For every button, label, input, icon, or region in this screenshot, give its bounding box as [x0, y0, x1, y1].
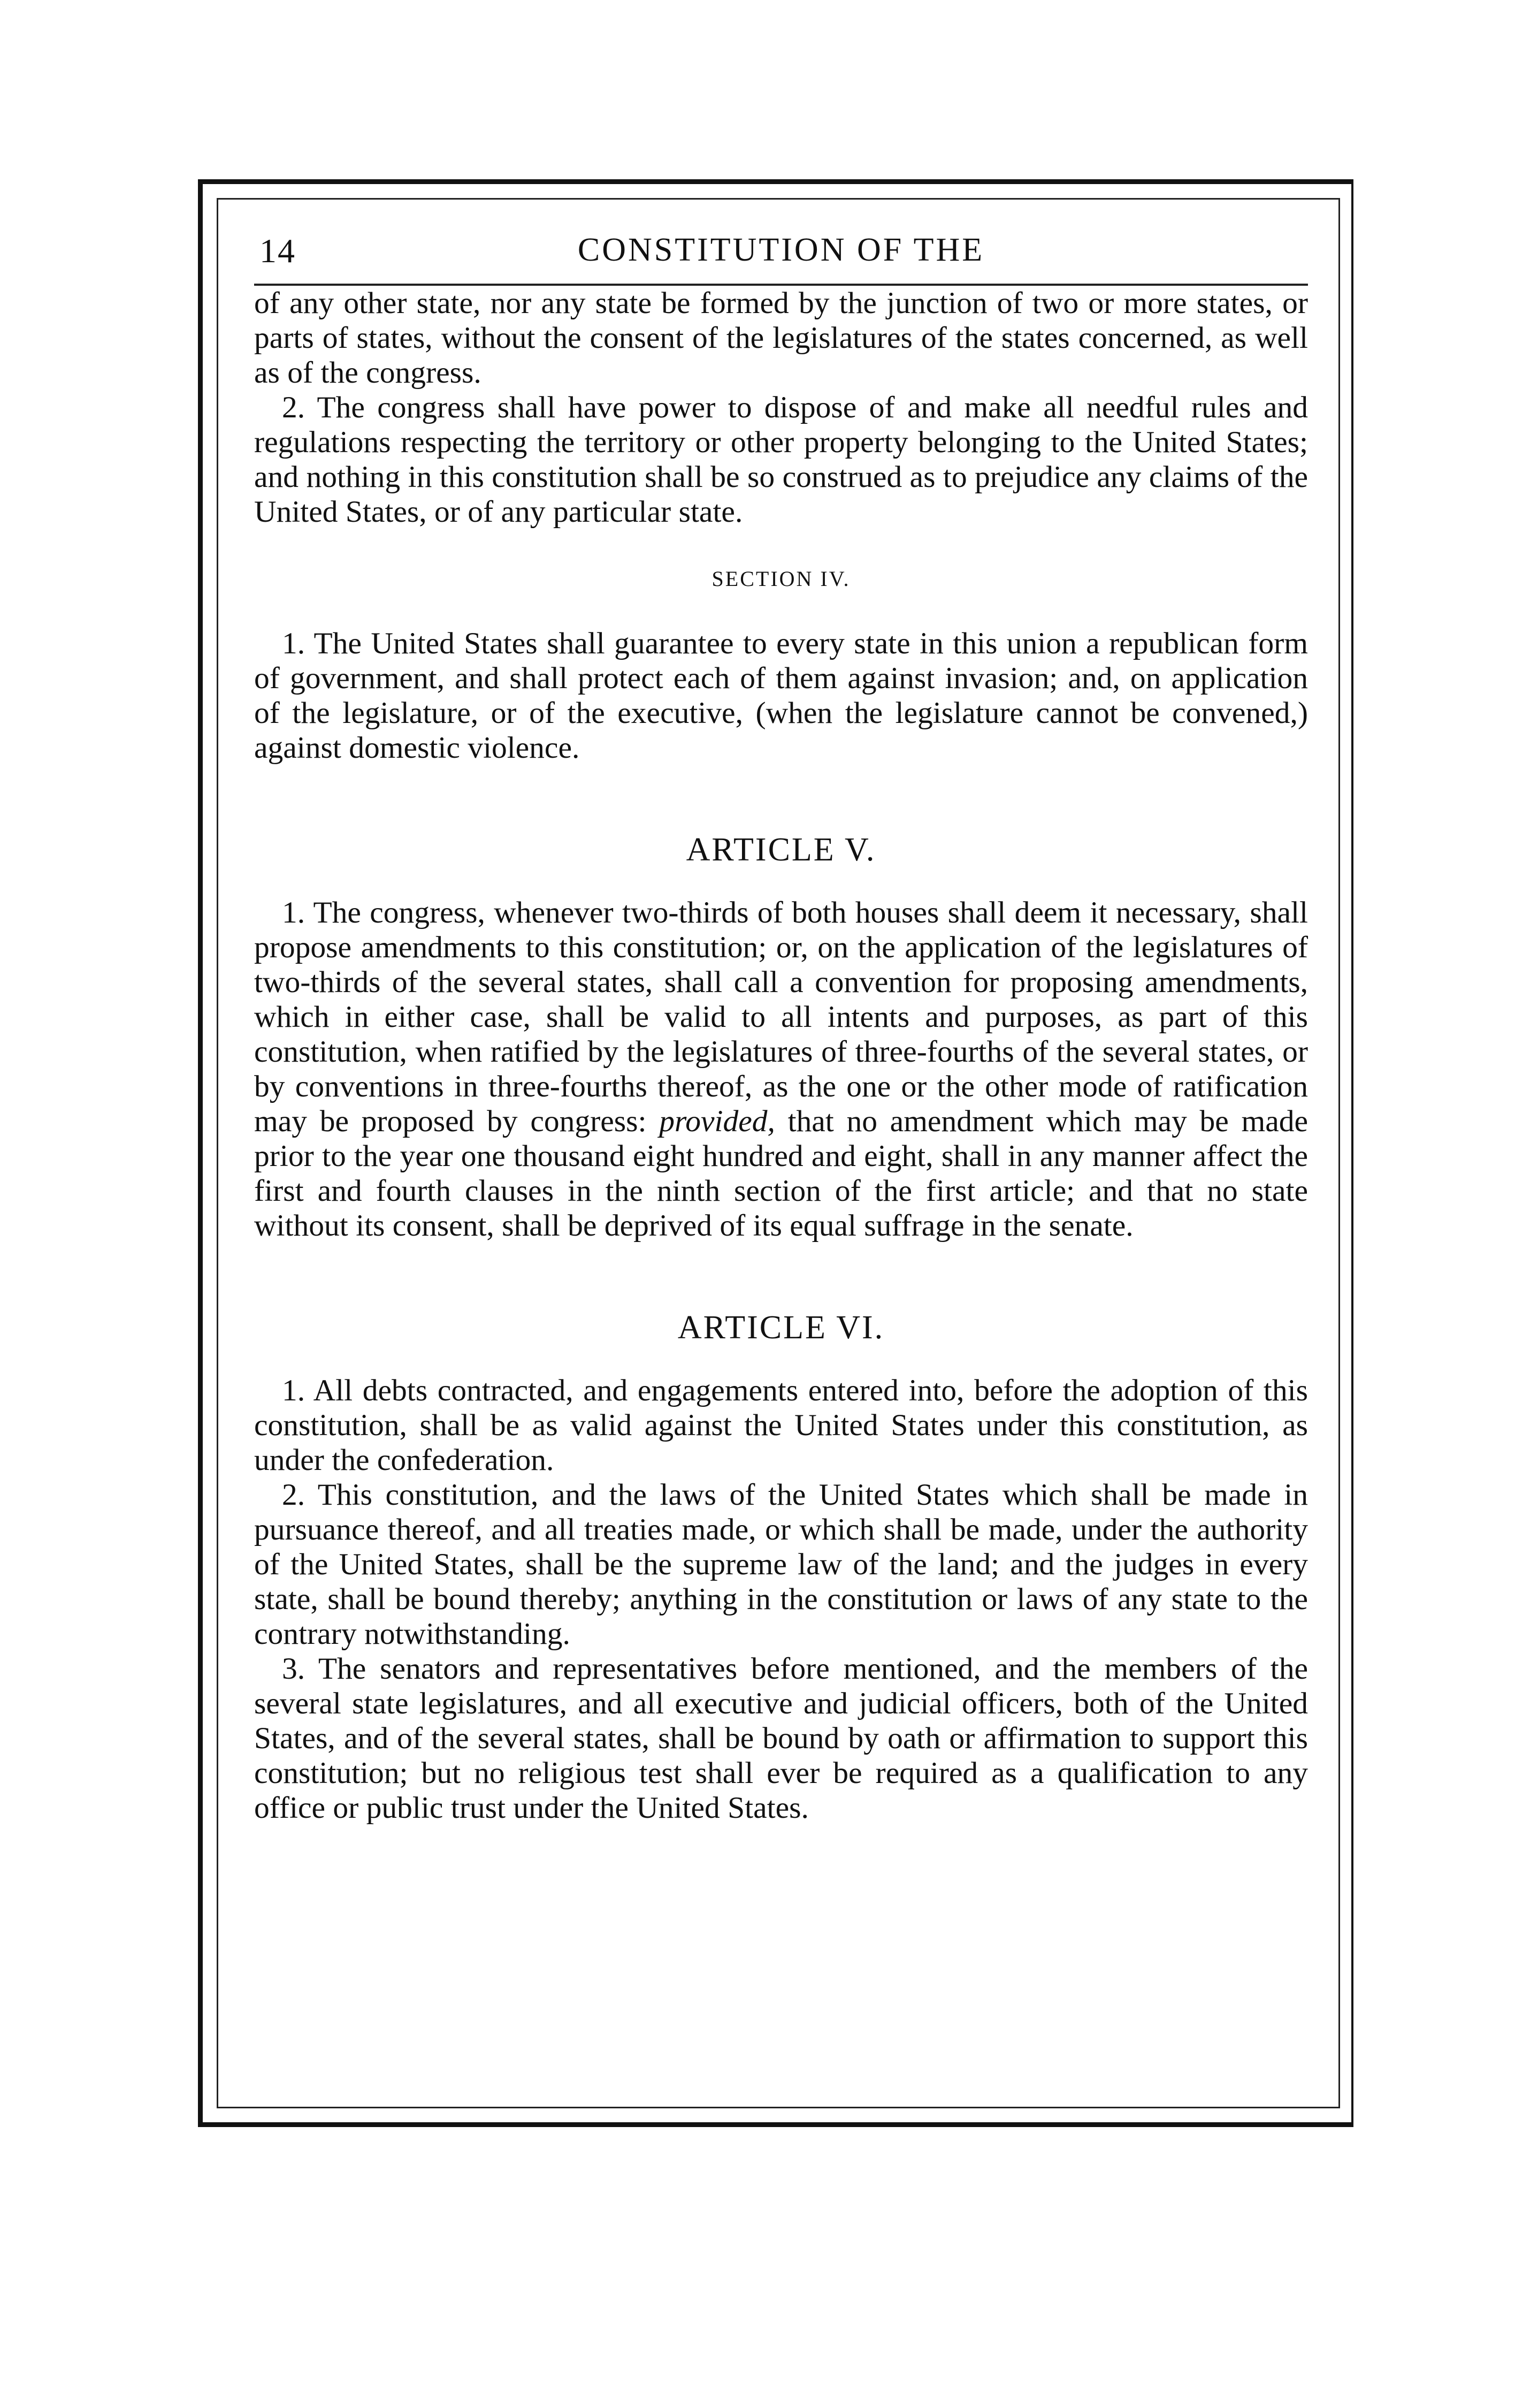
article-v-text-part-1: 1. The congress, whenever two-thirds of both houses shall deem it necessary, shall propose amendments to this constitution; or, on the application of the legislatures of two-thirds of the several states, shall call a convention for proposing amendments, which in either case, shall be valid to all intents and purposes, as part of this constitution, when ratified by the legislatures of three-fourths of the several states, or by conventions in three-fourths thereof, as the one or the other mode of ratification may be proposed by congress: — [254, 896, 1308, 1138]
running-title: CONSTITUTION OF THE — [577, 232, 985, 268]
continued-paragraph: of any other state, nor any state be formed by the junction of two or more states, or parts of states, without the consent of the legislatures of the states concerned, as well as of the congress. — [254, 286, 1308, 390]
paragraph-article-vi-clause-3: 3. The senators and representatives before mentioned, and the members of the several state legislatures, and all executive and judicial officers, both of the United States, and of the several states, shall be bound by oath or affirmation to support this constitution; but no religious test shall ever be required as a qualification to any office or public trust under the United States. — [254, 1652, 1308, 1825]
article-v-text-part-2: that no amendment which may be made prior to the year one thousand eight hundred and eight, shall in any manner affect the first and fourth clauses in the ninth section of the first article; and that no state without its consent, shall be deprived of its equal suffrage in the senate. — [254, 1104, 1309, 1243]
article-vi-heading: ARTICLE VI. — [677, 1309, 885, 1346]
article-v-italic-provided: provided, — [659, 1104, 775, 1138]
paragraph-section-iv-clause-1: 1. The United States shall guarantee to every state in this union a republican form of government, and shall protect each of them against invasion; and, on application of the legislature, or of the executive, (when the legislature cannot be convened,) against domestic violence. — [254, 627, 1308, 765]
article-v-heading: ARTICLE V. — [686, 832, 876, 868]
section-iv-heading: SECTION IV. — [711, 567, 851, 591]
paragraph-article-vi-clause-1: 1. All debts contracted, and engagements entered into, before the adoption of this constitution, shall be as valid against the United States under this constitution, as under the confederation. — [254, 1374, 1308, 1477]
page-number: 14 — [259, 232, 296, 270]
book-page — [254, 225, 1308, 1825]
page-body — [254, 286, 1308, 1825]
running-header — [254, 225, 1308, 286]
paragraph-article-v-clause-1 — [254, 895, 1308, 1243]
paragraph-article-vi-clause-2: 2. This constitution, and the laws of the United States which shall be made in pursuance thereof, and all treaties made, or which shall be made, under the authority of the United States, shall be the supreme law of the land; and the judges in every state, shall be bound thereby; anything in the constitution or laws of any state to the contrary notwithstanding. — [254, 1478, 1308, 1651]
paragraph-article-iv-clause-2: 2. The congress shall have power to dispose of and make all needful rules and regulations respecting the territory or other property belonging to the United States; and nothing in this constitution shall be so construed as to prejudice any claims of the United States, or of any particular state. — [254, 391, 1308, 529]
